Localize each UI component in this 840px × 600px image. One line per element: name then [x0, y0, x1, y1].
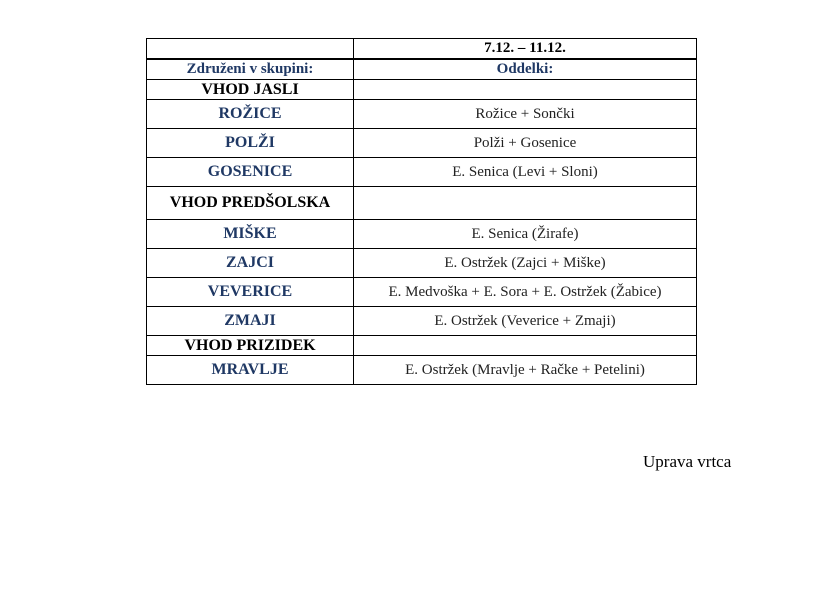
- group-name: ZMAJI: [147, 307, 354, 336]
- entrance-label: VHOD PREDŠOLSKA: [147, 187, 354, 220]
- department-list: E. Ostržek (Mravlje + Račke + Petelini): [354, 356, 697, 385]
- schedule-table: [146, 38, 697, 385]
- entrance-row: [147, 336, 697, 356]
- department-list: Rožice + Sončki: [354, 100, 697, 129]
- department-list: E. Medvoška + E. Sora + E. Ostržek (Žabice): [354, 278, 697, 307]
- entrance-empty-cell: [354, 336, 697, 356]
- group-row: [147, 307, 697, 336]
- group-row: [147, 249, 697, 278]
- entrance-empty-cell: [354, 80, 697, 100]
- group-row: [147, 158, 697, 187]
- date-range: 7.12. – 11.12.: [354, 39, 697, 60]
- department-list: E. Ostržek (Veverice + Zmaji): [354, 307, 697, 336]
- group-row: [147, 100, 697, 129]
- entrance-row: [147, 80, 697, 100]
- department-list: Polži + Gosenice: [354, 129, 697, 158]
- entrance-label: VHOD JASLI: [147, 80, 354, 100]
- group-row: [147, 220, 697, 249]
- date-header-row: [147, 39, 697, 60]
- department-list: E. Senica (Žirafe): [354, 220, 697, 249]
- department-list: E. Senica (Levi + Sloni): [354, 158, 697, 187]
- group-name: MIŠKE: [147, 220, 354, 249]
- column-header-departments: Oddelki:: [354, 59, 697, 80]
- date-header-empty-cell: [147, 39, 354, 60]
- group-name: MRAVLJE: [147, 356, 354, 385]
- group-row: [147, 356, 697, 385]
- group-name: ZAJCI: [147, 249, 354, 278]
- signature-text: Uprava vrtca: [643, 452, 732, 471]
- group-row: [147, 278, 697, 307]
- entrance-row: [147, 187, 697, 220]
- department-list: E. Ostržek (Zajci + Miške): [354, 249, 697, 278]
- column-header-groups: Združeni v skupini:: [147, 59, 354, 80]
- column-header-row: [147, 59, 697, 80]
- entrance-label: VHOD PRIZIDEK: [147, 336, 354, 356]
- group-name: POLŽI: [147, 129, 354, 158]
- group-name: GOSENICE: [147, 158, 354, 187]
- group-name: ROŽICE: [147, 100, 354, 129]
- group-name: VEVERICE: [147, 278, 354, 307]
- group-row: [147, 129, 697, 158]
- entrance-empty-cell: [354, 187, 697, 220]
